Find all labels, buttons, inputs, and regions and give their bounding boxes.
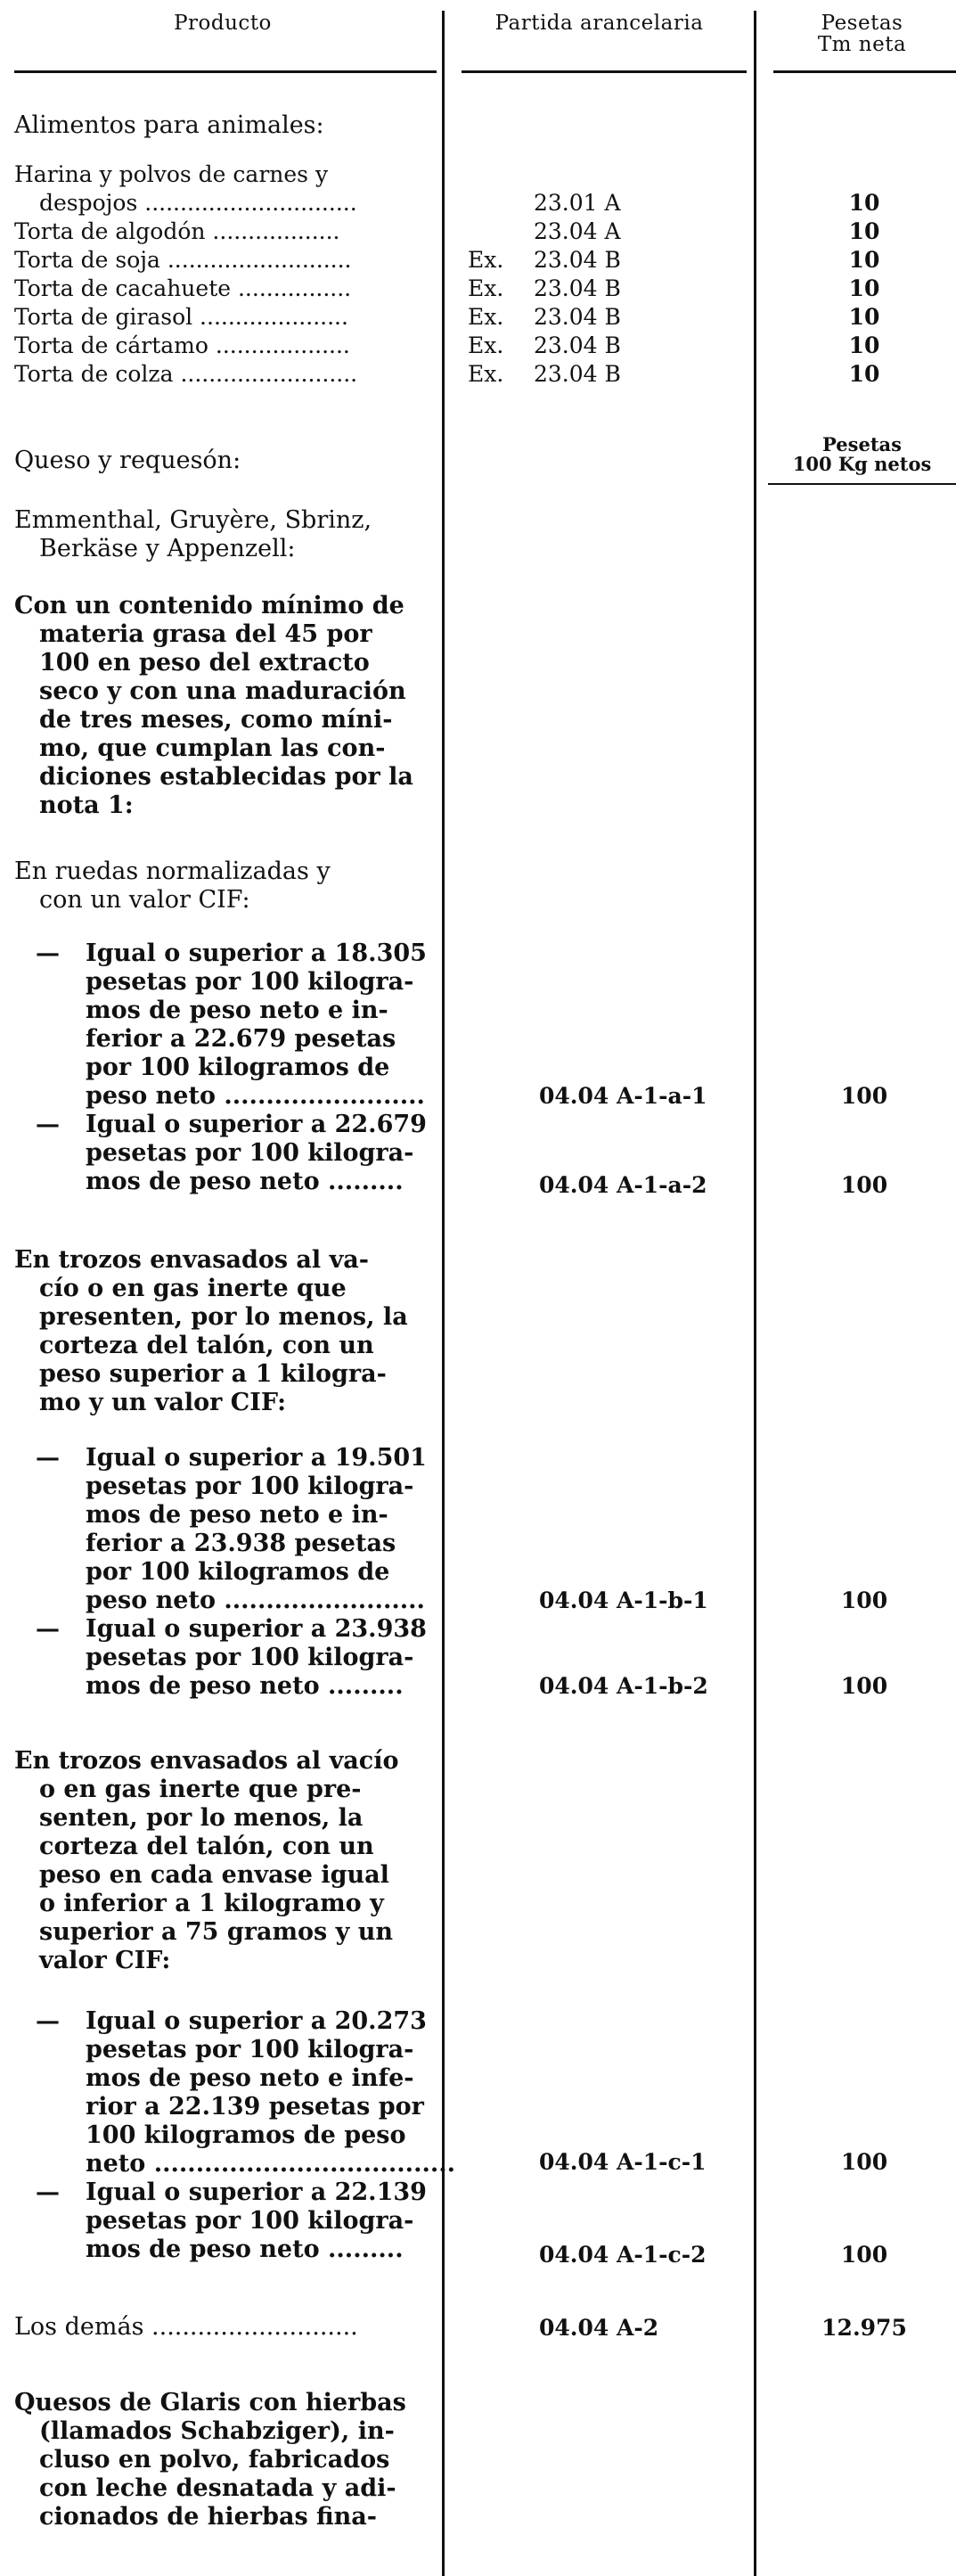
text-line: por 100 kilogramos de bbox=[86, 1558, 390, 1586]
text-line: Igual o superior a 22.679 bbox=[86, 1111, 427, 1138]
text-line: mo y un valor CIF: bbox=[39, 1389, 287, 1416]
text-line: nota 1: bbox=[39, 792, 134, 819]
text-line: mos de peso neto ......... bbox=[86, 2236, 404, 2263]
text-line: ferior a 23.938 pesetas bbox=[86, 1530, 396, 1557]
tariff-value: 10 bbox=[848, 247, 880, 273]
tariff-code: 23.01 A bbox=[534, 190, 621, 216]
tariff-code: Ex. 23.04 B bbox=[468, 332, 621, 358]
text-line: pesetas por 100 kilogra- bbox=[86, 1139, 414, 1167]
header-rule-product bbox=[14, 70, 437, 73]
text-line: 100 kilogramos de peso bbox=[86, 2121, 406, 2149]
pieces-heading bbox=[14, 1246, 440, 1417]
table-row bbox=[0, 160, 956, 189]
list-item bbox=[36, 939, 438, 1111]
tariff-value: 10 bbox=[848, 275, 880, 301]
product-name: Torta de girasol ..................... bbox=[14, 304, 348, 330]
text-line: presenten, por lo menos, la bbox=[39, 1303, 408, 1331]
section-heading-cheese: Queso y requesón: bbox=[14, 447, 241, 474]
tariff-value: 100 bbox=[840, 1172, 888, 1198]
wheels-heading bbox=[14, 857, 442, 915]
text-line: mo, que cumplan las con- bbox=[39, 734, 386, 762]
table-row bbox=[0, 360, 956, 389]
tariff-code: Ex. 23.04 B bbox=[468, 247, 621, 273]
tariff-code: Ex. 23.04 B bbox=[468, 304, 621, 330]
tariff-code: Ex. 23.04 B bbox=[468, 275, 621, 301]
text-line: peso neto ........................ bbox=[86, 1082, 425, 1110]
text-line: superior a 75 gramos y un bbox=[39, 1918, 393, 1946]
text-line: cionados de hierbas fina- bbox=[39, 2503, 378, 2531]
unit-line2: 100 Kg netos bbox=[792, 453, 932, 475]
text-line: mos de peso neto e in- bbox=[86, 997, 388, 1024]
text-line: senten, por lo menos, la bbox=[39, 1804, 364, 1832]
product-name: despojos .............................. bbox=[39, 190, 357, 216]
table-row bbox=[0, 275, 956, 303]
text-line: corteza del talón, con un bbox=[39, 1833, 374, 1860]
column-divider-right bbox=[754, 11, 756, 2576]
table-row bbox=[0, 189, 956, 217]
text-line: Emmenthal, Gruyère, Sbrinz, bbox=[14, 506, 372, 534]
text-line: 100 en peso del extracto bbox=[39, 649, 370, 677]
tariff-code: 04.04 A-1-a-2 bbox=[539, 1172, 707, 1198]
product-name: Torta de cártamo ................... bbox=[14, 332, 350, 358]
text-line: valor CIF: bbox=[39, 1947, 171, 1974]
dash-bullet: — bbox=[36, 1444, 60, 1472]
tariff-code: 04.04 A-1-a-1 bbox=[539, 1083, 707, 1109]
header-rule-partida bbox=[462, 70, 747, 73]
tariff-code: Ex. 23.04 B bbox=[468, 361, 621, 387]
product-name: Torta de soja .......................... bbox=[14, 247, 352, 273]
tariff-code: 04.04 A-1-b-2 bbox=[539, 1673, 708, 1699]
header-pesetas bbox=[768, 12, 956, 55]
tariff-value: 10 bbox=[848, 361, 880, 387]
tariff-value: 100 bbox=[840, 2149, 888, 2175]
text-line: Igual o superior a 22.139 bbox=[86, 2178, 427, 2206]
tariff-code: 04.04 A-1-c-2 bbox=[539, 2242, 707, 2268]
glaris-paragraph bbox=[14, 2389, 440, 2531]
text-line: corteza del talón, con un bbox=[39, 1332, 374, 1359]
column-divider-left bbox=[442, 11, 445, 2576]
list-item bbox=[36, 2178, 438, 2264]
cheese-varieties bbox=[14, 506, 442, 563]
table-row bbox=[0, 217, 956, 246]
dash-bullet: — bbox=[36, 939, 60, 967]
tariff-value: 10 bbox=[848, 218, 880, 244]
text-line: cluso en polvo, fabricados bbox=[39, 2446, 390, 2473]
dash-bullet: — bbox=[36, 1615, 60, 1643]
tariff-value: 100 bbox=[840, 2242, 888, 2268]
list-item bbox=[36, 1111, 438, 1196]
text-line: mos de peso neto e infe- bbox=[86, 2064, 414, 2092]
list-item bbox=[36, 1444, 438, 1615]
text-line: pesetas por 100 kilogra- bbox=[86, 1473, 414, 1500]
tariff-value: 100 bbox=[840, 1673, 888, 1699]
product-name: Torta de cacahuete ................ bbox=[14, 275, 352, 301]
text-line: Berkäse y Appenzell: bbox=[39, 535, 296, 562]
text-line: de tres meses, como míni- bbox=[39, 706, 393, 734]
text-line: En ruedas normalizadas y bbox=[14, 857, 331, 885]
header-producto: Producto bbox=[174, 12, 272, 35]
list-item bbox=[36, 2007, 456, 2178]
tariff-code: 23.04 A bbox=[534, 218, 621, 244]
text-line: (llamados Schabziger), in- bbox=[39, 2417, 395, 2445]
table-row bbox=[0, 246, 956, 275]
text-line: Igual o superior a 23.938 bbox=[86, 1615, 427, 1643]
text-line: peso en cada envase igual bbox=[39, 1861, 389, 1889]
section-heading-feed: Alimentos para animales: bbox=[14, 111, 324, 139]
tariff-code: 04.04 A-2 bbox=[539, 2315, 659, 2341]
text-line: En trozos envasados al vacío bbox=[14, 1747, 399, 1775]
unit-header-cheese bbox=[768, 435, 956, 474]
text-line: mos de peso neto e in- bbox=[86, 1501, 388, 1529]
small-pieces-heading bbox=[14, 1747, 440, 1975]
product-name: Harina y polvos de carnes y bbox=[14, 161, 329, 187]
header-rule-pesetas bbox=[773, 70, 956, 73]
text-line: pesetas por 100 kilogra- bbox=[86, 1644, 414, 1671]
cheese-condition bbox=[14, 592, 440, 820]
text-line: cío o en gas inerte que bbox=[39, 1275, 347, 1302]
tariff-value: 100 bbox=[840, 1083, 888, 1109]
tariff-value: 10 bbox=[848, 190, 880, 216]
unit-line1: Pesetas bbox=[822, 433, 902, 455]
product-name: Torta de algodón .................. bbox=[14, 218, 340, 244]
text-line: diciones establecidas por la bbox=[39, 763, 413, 791]
text-line: neto .................................... bbox=[86, 2150, 456, 2178]
text-line: Con un contenido mínimo de bbox=[14, 592, 404, 619]
dash-bullet: — bbox=[36, 2178, 60, 2206]
text-line: por 100 kilogramos de bbox=[86, 1054, 390, 1081]
dash-bullet: — bbox=[36, 1111, 60, 1138]
text-line: materia grasa del 45 por bbox=[39, 620, 372, 648]
text-line: o inferior a 1 kilogramo y bbox=[39, 1890, 384, 1917]
text-line: con leche desnatada y adi- bbox=[39, 2474, 396, 2502]
text-line: peso neto ........................ bbox=[86, 1587, 425, 1614]
product-name: Torta de colza ......................... bbox=[14, 361, 358, 387]
text-line: pesetas por 100 kilogra- bbox=[86, 968, 414, 996]
header-pesetas-line2: Tm neta bbox=[817, 33, 907, 56]
text-line: En trozos envasados al va- bbox=[14, 1246, 369, 1274]
tariff-value: 10 bbox=[848, 332, 880, 358]
table-row bbox=[0, 332, 956, 360]
text-line: mos de peso neto ......... bbox=[86, 1168, 404, 1195]
header-partida: Partida arancelaria bbox=[494, 12, 704, 35]
text-line: con un valor CIF: bbox=[39, 886, 250, 914]
tariff-value: 12.975 bbox=[821, 2315, 907, 2341]
text-line: Quesos de Glaris con hierbas bbox=[14, 2389, 406, 2416]
text-line: Igual o superior a 19.501 bbox=[86, 1444, 427, 1472]
text-line: pesetas por 100 kilogra- bbox=[86, 2207, 414, 2235]
text-line: ferior a 22.679 pesetas bbox=[86, 1025, 396, 1053]
list-item bbox=[36, 1615, 438, 1701]
text-line: peso superior a 1 kilogra- bbox=[39, 1360, 387, 1388]
tariff-value: 100 bbox=[840, 1587, 888, 1613]
text-line: Igual o superior a 20.273 bbox=[86, 2007, 427, 2035]
tariff-code: 04.04 A-1-b-1 bbox=[539, 1587, 708, 1613]
tariff-code: 04.04 A-1-c-1 bbox=[539, 2149, 707, 2175]
table-row bbox=[0, 303, 956, 332]
text-line: mos de peso neto ......... bbox=[86, 1672, 404, 1700]
text-line: Igual o superior a 18.305 bbox=[86, 939, 427, 967]
text-line: pesetas por 100 kilogra- bbox=[86, 2036, 414, 2063]
text-line: seco y con una maduración bbox=[39, 677, 406, 705]
text-line: rior a 22.139 pesetas por bbox=[86, 2093, 424, 2121]
unit-rule bbox=[768, 483, 956, 485]
text-line: o en gas inerte que pre- bbox=[39, 1776, 362, 1803]
others-label: Los demás ........................... bbox=[14, 2313, 358, 2341]
header-pesetas-line1: Pesetas bbox=[821, 12, 903, 35]
dash-bullet: — bbox=[36, 2007, 60, 2035]
tariff-value: 10 bbox=[848, 304, 880, 330]
